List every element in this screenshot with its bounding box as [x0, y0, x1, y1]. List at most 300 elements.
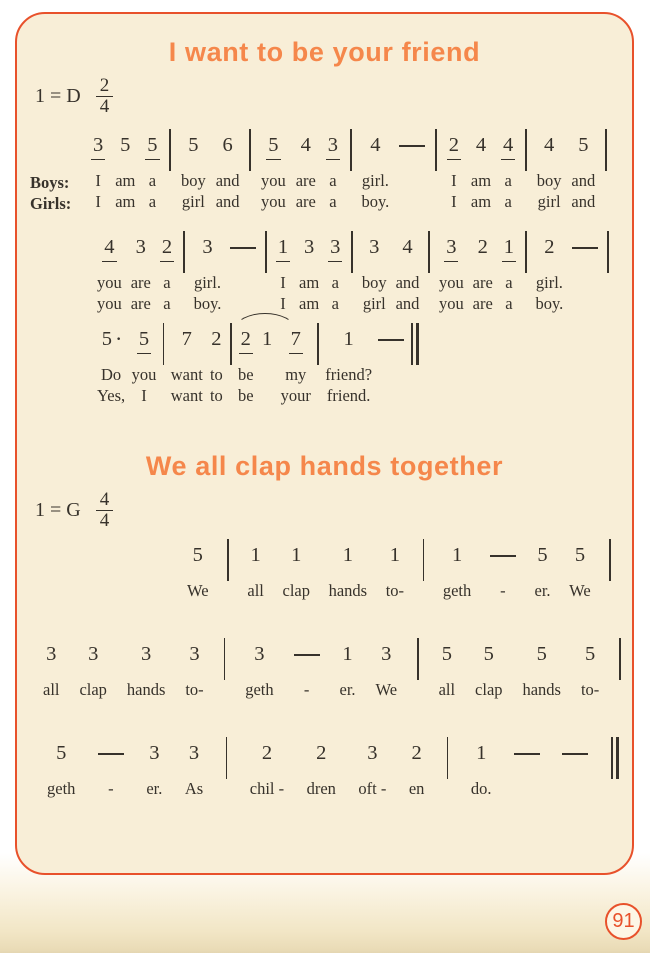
note-cell — [378, 326, 404, 364]
note-cell — [160, 234, 174, 314]
note-digit: 1 — [291, 544, 302, 566]
note-row — [490, 542, 516, 580]
note-row — [227, 542, 229, 580]
lyric-syllable: are — [130, 294, 151, 313]
barline — [350, 129, 352, 171]
lyric-syllable: am — [299, 273, 320, 292]
lyric-syllable: boy — [536, 171, 562, 190]
lyric-syllable: a — [505, 273, 513, 292]
barline — [163, 323, 165, 365]
barline-thin — [411, 323, 413, 365]
voice-label: Boys: — [30, 173, 70, 192]
lyric-syllable: your — [280, 386, 311, 405]
note-digit: 1 — [502, 234, 516, 262]
note-digit: 2 — [160, 234, 174, 262]
note-cell — [132, 326, 157, 406]
note-digit: 4 — [402, 236, 413, 258]
note-digit: 4 — [543, 134, 555, 156]
note-row — [139, 641, 153, 679]
lyric-syllable: I — [451, 192, 457, 211]
note-cell — [145, 132, 159, 212]
lyric-syllable: you — [261, 171, 286, 190]
lyric-syllable: and — [215, 171, 240, 190]
note-row — [435, 132, 437, 170]
note-cell — [307, 740, 336, 799]
lyric-syllable: all — [438, 680, 456, 699]
note-cell — [247, 542, 264, 601]
note-row — [342, 326, 356, 364]
note-row — [399, 132, 425, 170]
note-row — [249, 132, 251, 170]
note-digit: 3 — [326, 132, 340, 160]
barline — [226, 737, 228, 779]
lyric-syllable: geth — [442, 581, 472, 600]
note-row — [340, 641, 354, 679]
note-row — [562, 740, 588, 778]
note-cell — [325, 326, 372, 406]
lyric-syllable: girl — [362, 294, 386, 313]
music-system — [187, 542, 611, 601]
lyric-syllable: are — [295, 171, 316, 190]
barline-cell — [351, 234, 353, 272]
system-row — [187, 542, 611, 601]
barline-cell — [447, 740, 449, 778]
lyric-syllable: do. — [470, 779, 492, 798]
note-digit: 5 — [578, 134, 589, 156]
note-digit: 5 — [56, 742, 67, 764]
note-digit: 3 — [202, 236, 213, 258]
note-cell — [185, 740, 203, 799]
music-system — [97, 326, 419, 406]
lyric-syllable: er. — [146, 779, 163, 798]
music-system — [43, 641, 621, 700]
barline-cell — [265, 234, 267, 272]
note-row — [289, 326, 303, 364]
note-digit: 3 — [188, 742, 200, 764]
note-row — [365, 740, 379, 778]
duration-dash — [572, 247, 598, 249]
lyric-syllable: hands — [126, 680, 166, 699]
barline — [423, 539, 425, 581]
note-row — [535, 641, 549, 679]
note-cell — [250, 740, 284, 799]
voice-label: Girls: — [30, 194, 72, 213]
duration-dash — [562, 753, 588, 755]
note-cell — [98, 740, 124, 799]
note-row — [501, 132, 515, 170]
note-row — [611, 740, 619, 778]
barline-cell — [525, 234, 527, 272]
note-cell — [91, 132, 105, 212]
note-row — [388, 542, 402, 580]
note-row — [428, 234, 430, 272]
note-cell — [79, 641, 106, 700]
note-row — [230, 326, 232, 364]
note-cell — [396, 234, 420, 314]
note-row — [411, 326, 419, 364]
note-digit: 3 — [135, 236, 146, 258]
note-row — [137, 326, 151, 364]
note-cell — [209, 326, 223, 406]
note-cell — [490, 542, 516, 601]
note-cell — [439, 234, 464, 314]
note-digit: 2 — [544, 236, 555, 258]
note-row — [230, 234, 256, 272]
note-row — [502, 234, 516, 272]
note-row — [98, 740, 124, 778]
note-cell — [326, 132, 340, 212]
note-digit: 5 — [101, 328, 113, 350]
barline-cell — [607, 234, 609, 272]
barline-cell — [183, 234, 185, 272]
note-row — [341, 542, 355, 580]
music-system — [47, 740, 619, 799]
lyric-syllable: I — [95, 171, 101, 190]
system-row — [97, 326, 419, 406]
note-digit: 5 — [192, 544, 203, 566]
note-row — [186, 132, 200, 170]
barline — [317, 323, 319, 365]
note-row — [583, 641, 597, 679]
barline-cell — [605, 132, 607, 170]
barline-cell — [525, 132, 527, 170]
lyric-syllable: and — [571, 171, 596, 190]
lyric-syllable: clap — [79, 680, 107, 699]
note-cell — [471, 132, 491, 212]
barline — [183, 231, 185, 273]
note-digit: 3 — [141, 643, 152, 665]
note-row — [260, 326, 274, 364]
note-digit: 5 — [536, 643, 547, 665]
lyric-syllable: chil - — [249, 779, 285, 798]
note-digit: 5 — [537, 544, 548, 566]
note-cell — [536, 234, 564, 314]
note-row — [266, 132, 280, 170]
note-digit: 4 — [102, 234, 116, 262]
note-cell — [581, 641, 599, 700]
lyric-syllable: I — [95, 192, 101, 211]
note-digit: 4 — [475, 134, 487, 156]
note-row — [252, 641, 266, 679]
note-digit: 3 — [189, 643, 200, 665]
note-digit: 2 — [411, 742, 422, 764]
note-row — [525, 234, 527, 272]
lyric-syllable: to- — [580, 680, 600, 699]
note-cell — [181, 132, 206, 212]
note-row — [224, 641, 226, 679]
note-cell — [501, 132, 515, 212]
lyric-syllable: boy — [361, 273, 387, 292]
note-digit: 5 — [441, 643, 452, 665]
note-row — [328, 234, 342, 272]
note-cell — [115, 132, 135, 212]
barline — [249, 129, 251, 171]
time-signature-numerator: 2 — [96, 76, 114, 97]
note-digit: 1 — [342, 544, 353, 566]
note-digit: 4 — [501, 132, 515, 160]
note-row — [474, 132, 488, 170]
lyric-syllable: a — [504, 171, 512, 190]
note-cell — [569, 542, 591, 601]
note-row — [444, 234, 458, 272]
note-cell — [447, 132, 461, 212]
note-row — [294, 641, 320, 679]
lyric-syllable: to- — [185, 680, 204, 699]
note-row — [100, 326, 123, 364]
barline — [619, 638, 621, 680]
lyric-syllable: We — [569, 581, 591, 600]
note-cell — [522, 641, 561, 700]
system-row — [91, 132, 607, 212]
note-digit: 2 — [447, 132, 461, 160]
lyric-syllable: We — [187, 581, 209, 600]
note-row — [220, 132, 234, 170]
note-digit: 4 — [300, 134, 311, 156]
note-row — [476, 234, 490, 272]
lyric-syllable: er. — [534, 581, 551, 600]
duration-dash — [399, 145, 425, 147]
note-digit: 1 — [342, 643, 353, 665]
lyric-syllable: a — [163, 294, 171, 313]
note-row — [607, 234, 609, 272]
note-row — [302, 234, 316, 272]
note-cell — [514, 740, 540, 778]
note-digit: 1 — [389, 544, 400, 566]
lyric-syllable: are — [472, 273, 493, 292]
lyric-syllable: am — [470, 192, 492, 211]
songs-container — [17, 36, 632, 799]
duration-dash — [230, 247, 256, 249]
lyric-syllable: hands — [522, 680, 561, 699]
note-row — [542, 132, 556, 170]
note-row — [249, 542, 263, 580]
barline — [351, 231, 353, 273]
lyric-syllable: boy. — [535, 294, 564, 313]
barline — [227, 539, 229, 581]
note-row — [440, 641, 454, 679]
key-tonic: 1 = G — [35, 498, 81, 521]
note-cell — [473, 234, 493, 314]
barline-cell — [169, 132, 171, 170]
lyric-syllable: friend. — [326, 386, 371, 405]
note-row — [400, 234, 414, 272]
lyric-syllable: you — [261, 192, 286, 211]
lyric-syllable: you — [438, 294, 464, 313]
note-row — [200, 234, 214, 272]
lyric-syllable: are — [295, 192, 316, 211]
note-cell — [537, 132, 562, 212]
barline — [435, 129, 437, 171]
lyric-syllable: a — [329, 171, 337, 190]
note-digit: 2 — [239, 326, 253, 354]
note-row — [147, 740, 161, 778]
note-row — [86, 641, 100, 679]
note-row — [576, 132, 590, 170]
lyric-syllable: and — [215, 192, 240, 211]
note-row — [276, 234, 290, 272]
barline — [609, 539, 611, 581]
note-cell — [399, 132, 425, 170]
note-digit: 3 — [149, 742, 160, 764]
note-cell — [328, 234, 342, 314]
lyric-syllable: all — [43, 680, 60, 699]
barline — [265, 231, 267, 273]
note-cell — [131, 234, 151, 314]
lyric-syllable: I — [280, 273, 286, 292]
lyric-syllable: clap — [282, 581, 310, 600]
final-barline-cell — [611, 740, 619, 778]
barline — [169, 129, 171, 171]
note-digit: 5 — [120, 134, 131, 156]
duration-dash — [294, 654, 320, 656]
note-digit: 3 — [91, 132, 105, 160]
page-number-badge — [605, 903, 642, 940]
note-cell — [502, 234, 516, 314]
note-digit: 5 — [137, 326, 151, 354]
note-row — [409, 740, 423, 778]
note-cell — [281, 326, 311, 406]
lyric-syllable: girl — [181, 192, 205, 211]
note-digit: 1 — [276, 234, 290, 262]
barline — [224, 638, 226, 680]
note-cell — [571, 132, 595, 212]
note-cell — [376, 641, 398, 700]
note-row — [169, 132, 171, 170]
note-digit: 7 — [289, 326, 303, 354]
note-cell — [299, 234, 319, 314]
note-digit: 3 — [46, 643, 57, 665]
augmentation-dot: · — [115, 326, 123, 351]
lyric-syllable: girl. — [193, 273, 221, 292]
lyric-syllable: friend? — [325, 365, 373, 384]
note-row — [145, 132, 159, 170]
lyric-syllable: Yes, — [97, 386, 126, 405]
lyric-syllable: hands — [328, 581, 368, 600]
note-row — [91, 132, 105, 170]
note-cell — [276, 234, 290, 314]
lyric-syllable: girl. — [535, 273, 563, 292]
lyric-syllable: geth — [245, 680, 274, 699]
barline-cell — [609, 542, 611, 580]
lyric-syllable: boy. — [193, 294, 222, 313]
note-digit: 1 — [261, 328, 273, 350]
note-cell — [230, 234, 256, 272]
note-row — [289, 542, 303, 580]
final-double-barline — [411, 323, 419, 365]
lyric-syllable: you — [438, 273, 464, 292]
note-cell — [562, 740, 588, 778]
note-digit: 6 — [222, 134, 233, 156]
final-barline-cell — [411, 326, 419, 364]
lyric-syllable: geth — [47, 779, 76, 798]
note-cell — [386, 542, 404, 601]
lyric-syllable: - — [108, 779, 114, 798]
barline — [428, 231, 430, 273]
note-cell — [146, 740, 162, 799]
barline — [525, 231, 527, 273]
duration-dash — [514, 753, 540, 755]
note-digit: 1 — [451, 544, 463, 566]
note-digit: 3 — [328, 234, 342, 262]
note-digit: 3 — [88, 643, 99, 665]
song-title: We all clap hands together — [145, 451, 504, 481]
lyric-syllable: a — [504, 192, 512, 211]
note-cell — [475, 641, 502, 700]
note-row — [447, 740, 449, 778]
time-signature — [96, 76, 114, 117]
note-cell — [294, 641, 320, 700]
time-signature — [96, 490, 114, 531]
lyric-syllable: my — [285, 365, 307, 384]
note-row — [209, 326, 223, 364]
duration-dash — [98, 753, 124, 755]
time-signature-denominator: 4 — [99, 509, 110, 531]
note-row — [265, 234, 267, 272]
lyric-syllable: am — [470, 171, 492, 190]
note-row — [299, 132, 313, 170]
lyric-syllable: boy — [181, 171, 206, 190]
lyric-syllable: a — [505, 294, 513, 313]
barline — [447, 737, 449, 779]
note-row — [535, 542, 549, 580]
note-cell — [535, 542, 551, 601]
lyric-syllable: you — [131, 365, 157, 384]
note-row — [260, 740, 274, 778]
note-cell — [358, 740, 386, 799]
barline-cell — [224, 641, 226, 679]
barline-cell — [249, 132, 251, 170]
note-row — [187, 740, 201, 778]
song-title: I want to be your friend — [168, 37, 481, 67]
duration-dash — [490, 555, 516, 557]
note-row — [191, 542, 205, 580]
note-digit: 2 — [261, 742, 273, 764]
lyric-syllable: you — [97, 294, 122, 313]
note-row — [226, 740, 228, 778]
lyric-syllable: to- — [385, 581, 405, 600]
note-cell — [283, 542, 310, 601]
note-digit: 3 — [254, 643, 265, 665]
note-row — [351, 234, 353, 272]
note-row — [572, 234, 598, 272]
note-digit: 5 — [584, 643, 596, 665]
barline-thick — [616, 737, 619, 779]
note-digit: 5 — [574, 544, 586, 566]
note-cell — [245, 641, 273, 700]
system-row — [47, 740, 619, 799]
lyric-syllable: er. — [339, 680, 356, 699]
lyric-syllable: am — [115, 171, 136, 190]
note-row — [180, 326, 194, 364]
note-cell — [340, 641, 356, 700]
note-cell — [47, 740, 75, 799]
lyric-syllable: We — [375, 680, 398, 699]
lyric-syllable: Do — [100, 365, 122, 384]
note-digit: 7 — [181, 328, 192, 350]
note-digit: 3 — [381, 643, 392, 665]
system-row — [97, 234, 609, 314]
note-cell — [296, 132, 316, 212]
note-digit: 5 — [188, 134, 199, 156]
note-cell — [261, 132, 286, 212]
note-row — [368, 132, 382, 170]
note-row — [514, 740, 540, 778]
note-row — [609, 542, 611, 580]
music-system — [30, 132, 607, 213]
note-cell — [216, 132, 240, 212]
time-signature-denominator: 4 — [99, 95, 110, 117]
note-digit: 3 — [369, 236, 380, 258]
